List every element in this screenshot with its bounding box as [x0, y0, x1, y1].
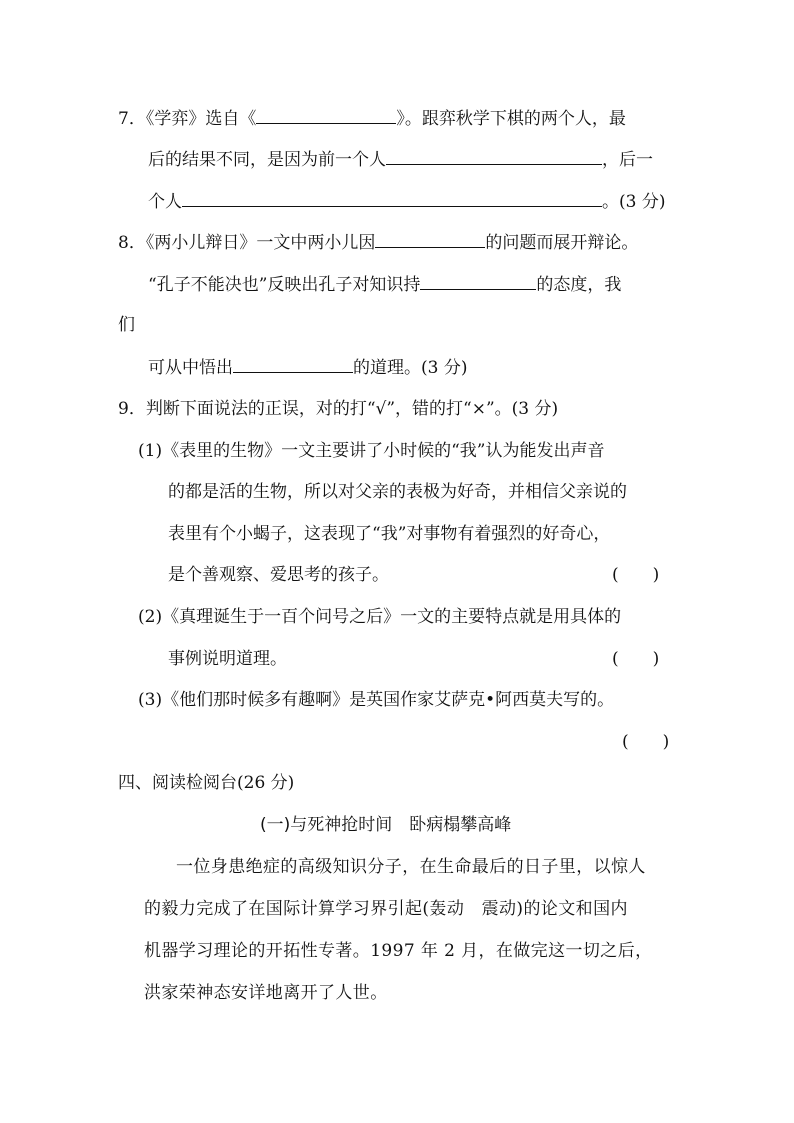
q7-text: 后的结果不同，是因为前一个人	[148, 150, 386, 170]
q8-line-4	[148, 356, 467, 379]
q9-item2-answer-paren[interactable]: ( )	[612, 649, 660, 669]
q7-blank-source[interactable]	[256, 107, 396, 124]
q8-text: 的态度，我	[536, 275, 622, 295]
q7-text: ，后一	[602, 150, 653, 170]
q9-intro: 9．判断下面说法的正误，对的打“√”，错的打“×”。(3 分)	[118, 399, 559, 419]
q8-blank-lesson[interactable]	[233, 356, 353, 373]
q7-line-2	[148, 148, 653, 171]
q8-blank-attitude[interactable]	[420, 273, 536, 290]
q9-item3-line-1: (3)《他们那时候多有趣啊》是英国作家艾萨克•阿西莫夫写的。	[138, 690, 615, 710]
passage-line-1: 一位身患绝症的高级知识分子，在生命最后的日子里，以惊人	[176, 857, 646, 877]
section4-sub-heading: (一)与死神抢时间 卧病榻攀高峰	[260, 815, 512, 835]
q7-line-1	[118, 107, 626, 130]
q8-line-2	[148, 273, 621, 296]
q7-blank-first-person[interactable]	[386, 148, 602, 165]
q8-text: 8．《两小儿辩日》一文中两小儿因	[118, 233, 376, 253]
passage-line-2: 的毅力完成了在国际计算学习界引起(轰动 震动)的论文和国内	[144, 899, 628, 919]
q9-item1-line-2: 的都是活的生物，所以对父亲的表极为好奇，并相信父亲说的	[168, 482, 627, 502]
q7-text: 7．《学弈》选自《	[118, 109, 257, 129]
q9-item2-line-2: 事例说明道理。	[168, 649, 287, 669]
passage-line-4: 洪家荣神态安详地离开了人世。	[144, 983, 388, 1003]
q8-text: 的道理。(3 分)	[353, 358, 468, 378]
q7-text: 。(3 分)	[602, 192, 666, 212]
q9-item1-line-1: (1)《表里的生物》一文主要讲了小时候的“我”认为能发出声音	[138, 441, 605, 461]
q8-line-3: 们	[118, 315, 135, 335]
q8-text: 可从中悟出	[148, 358, 233, 378]
q7-text: 个人	[148, 192, 182, 212]
q7-text: 》。跟弈秋学下棋的两个人，最	[396, 109, 626, 129]
q9-item1-line-4: 是个善观察、爱思考的孩子。	[168, 565, 389, 585]
q9-item2-line-1: (2)《真理诞生于一百个问号之后》一文的主要特点就是用具体的	[138, 607, 622, 627]
q8-blank-topic[interactable]	[375, 231, 485, 248]
q8-text: “孔子不能决也”反映出孔子对知识持	[148, 275, 421, 295]
q7-line-3	[148, 190, 665, 213]
passage-line-3: 机器学习理论的开拓性专著。1997 年 2 月，在做完这一切之后，	[144, 941, 653, 961]
q8-line-1	[118, 231, 638, 254]
q9-item1-answer-paren[interactable]: ( )	[612, 565, 660, 585]
q8-text: 的问题而展开辩论。	[485, 233, 639, 253]
q7-blank-second-person[interactable]	[182, 190, 602, 207]
section4-heading: 四、阅读检阅台(26 分)	[118, 773, 295, 793]
q9-item1-line-3: 表里有个小蝎子，这表现了“我”对事物有着强烈的好奇心，	[168, 524, 611, 544]
q9-item3-answer-paren[interactable]: ( )	[622, 732, 670, 752]
